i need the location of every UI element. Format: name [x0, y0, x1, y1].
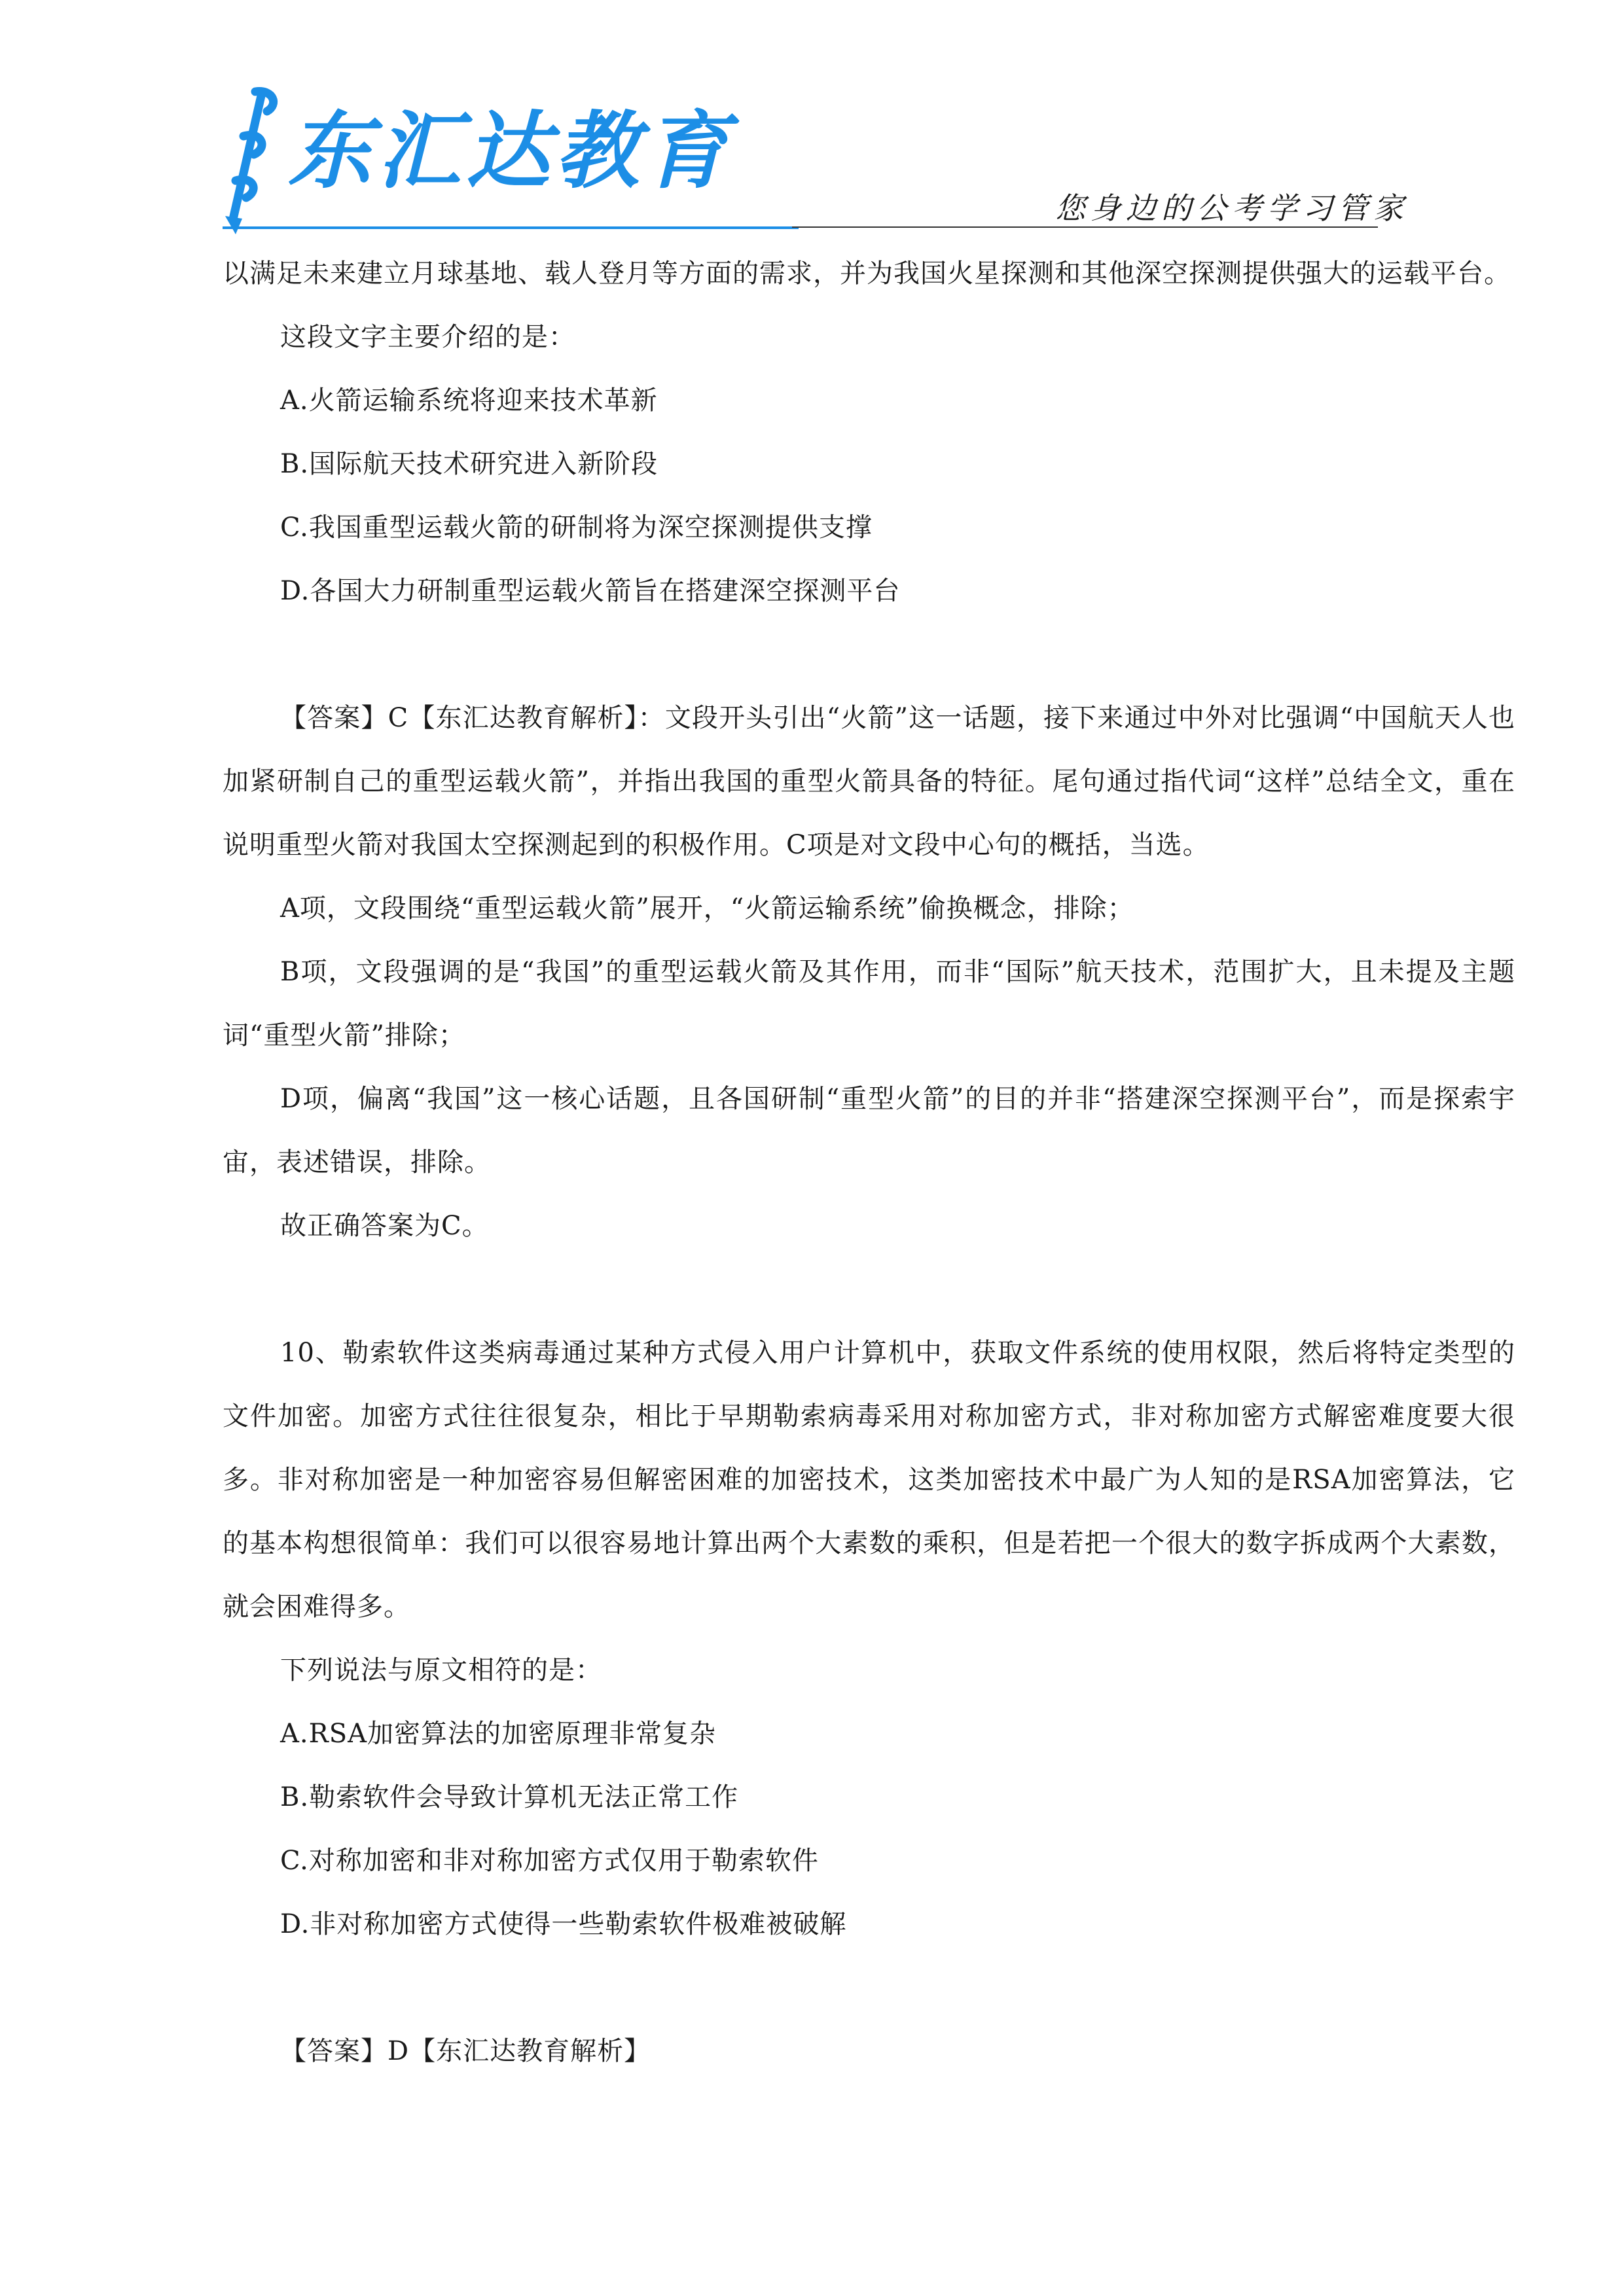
q9-analysis-d: D项，偏离“我国”这一核心话题，且各国研制“重型火箭”的目的并非“搭建深空探测平台”，而是探索宇宙，表述错误，排除。 — [223, 1084, 1515, 1177]
q9-option-b: B.国际航天技术研究进入新阶段 — [280, 449, 659, 479]
q9-answer-analysis: 【答案】C【东汇达教育解析】：文段开头引出“火箭”这一话题，接下来通过中外对比强调“中国航天人也加紧研制自己的重型运载火箭”，并指出我国的重型火箭具备的特征。尾句通过指代词“这样”总结全文，重在说明重型火箭对我国太空探测起到的积极作用。C项是对文段中心句的概括，当选。 — [223, 703, 1515, 860]
q9-analysis-a: A项，文段围绕“重型运载火箭”展开，“火箭运输系统”偷换概念，排除； — [280, 893, 1134, 924]
q10-option-c: C.对称加密和非对称加密方式仅用于勒索软件 — [280, 1846, 819, 1876]
spacer — [223, 623, 1515, 687]
spacer — [223, 1258, 1515, 1321]
q9-conclusion: 故正确答案为C。 — [280, 1211, 489, 1241]
q10-option-d: D.非对称加密方式使得一些勒索软件极难被破解 — [280, 1909, 847, 1939]
q10-answer: 【答案】D【东汇达教育解析】 — [280, 2036, 651, 2066]
q10-option-a: A.RSA加密算法的加密原理非常复杂 — [280, 1719, 717, 1749]
brand-logo-text: 东汇达教育 — [288, 103, 734, 200]
header-rule-accent — [223, 226, 799, 229]
page-header — [0, 0, 1624, 236]
q9-passage-end: 以满足未来建立月球基地、载人登月等方面的需求，并为我国火星探测和其他深空探测提供强大的运载平台。 — [223, 259, 1511, 289]
header-rule — [792, 226, 1378, 228]
header-tagline: 您身边的公考学习管家 — [1055, 190, 1409, 226]
q9-prompt: 这段文字主要介绍的是： — [280, 322, 575, 352]
q9-option-a: A.火箭运输系统将迎来技术革新 — [280, 386, 658, 416]
document-body — [223, 242, 1515, 2083]
q9-analysis-b: B项，文段强调的是“我国”的重型运载火箭及其作用，而非“国际”航天技术，范围扩大，且未提及主题词“重型火箭”排除； — [223, 957, 1515, 1050]
q10-prompt: 下列说法与原文相符的是： — [280, 1655, 602, 1685]
q9-option-d: D.各国大力研制重型运载火箭旨在搭建深空探测平台 — [280, 576, 901, 606]
logo-pencil-icon — [216, 85, 288, 236]
spacer — [223, 1956, 1515, 2020]
q10-passage: 10、勒索软件这类病毒通过某种方式侵入用户计算机中，获取文件系统的使用权限，然后将特定类型的文件加密。加密方式往往很复杂，相比于早期勒索病毒采用对称加密方式，非对称加密方式解密难度要大很多。非对称加密是一种加密容易但解密困难的加密技术，这类加密技术中最广为人知的是RSA加密算法，它的基本构想很简单：我们可以很容易地计算出两个大素数的乘积，但是若把一个很大的数字拆成两个大素数，就会困难得多。 — [223, 1338, 1515, 1622]
q9-option-c: C.我国重型运载火箭的研制将为深空探测提供支撑 — [280, 512, 873, 543]
q10-option-b: B.勒索软件会导致计算机无法正常工作 — [280, 1782, 739, 1812]
